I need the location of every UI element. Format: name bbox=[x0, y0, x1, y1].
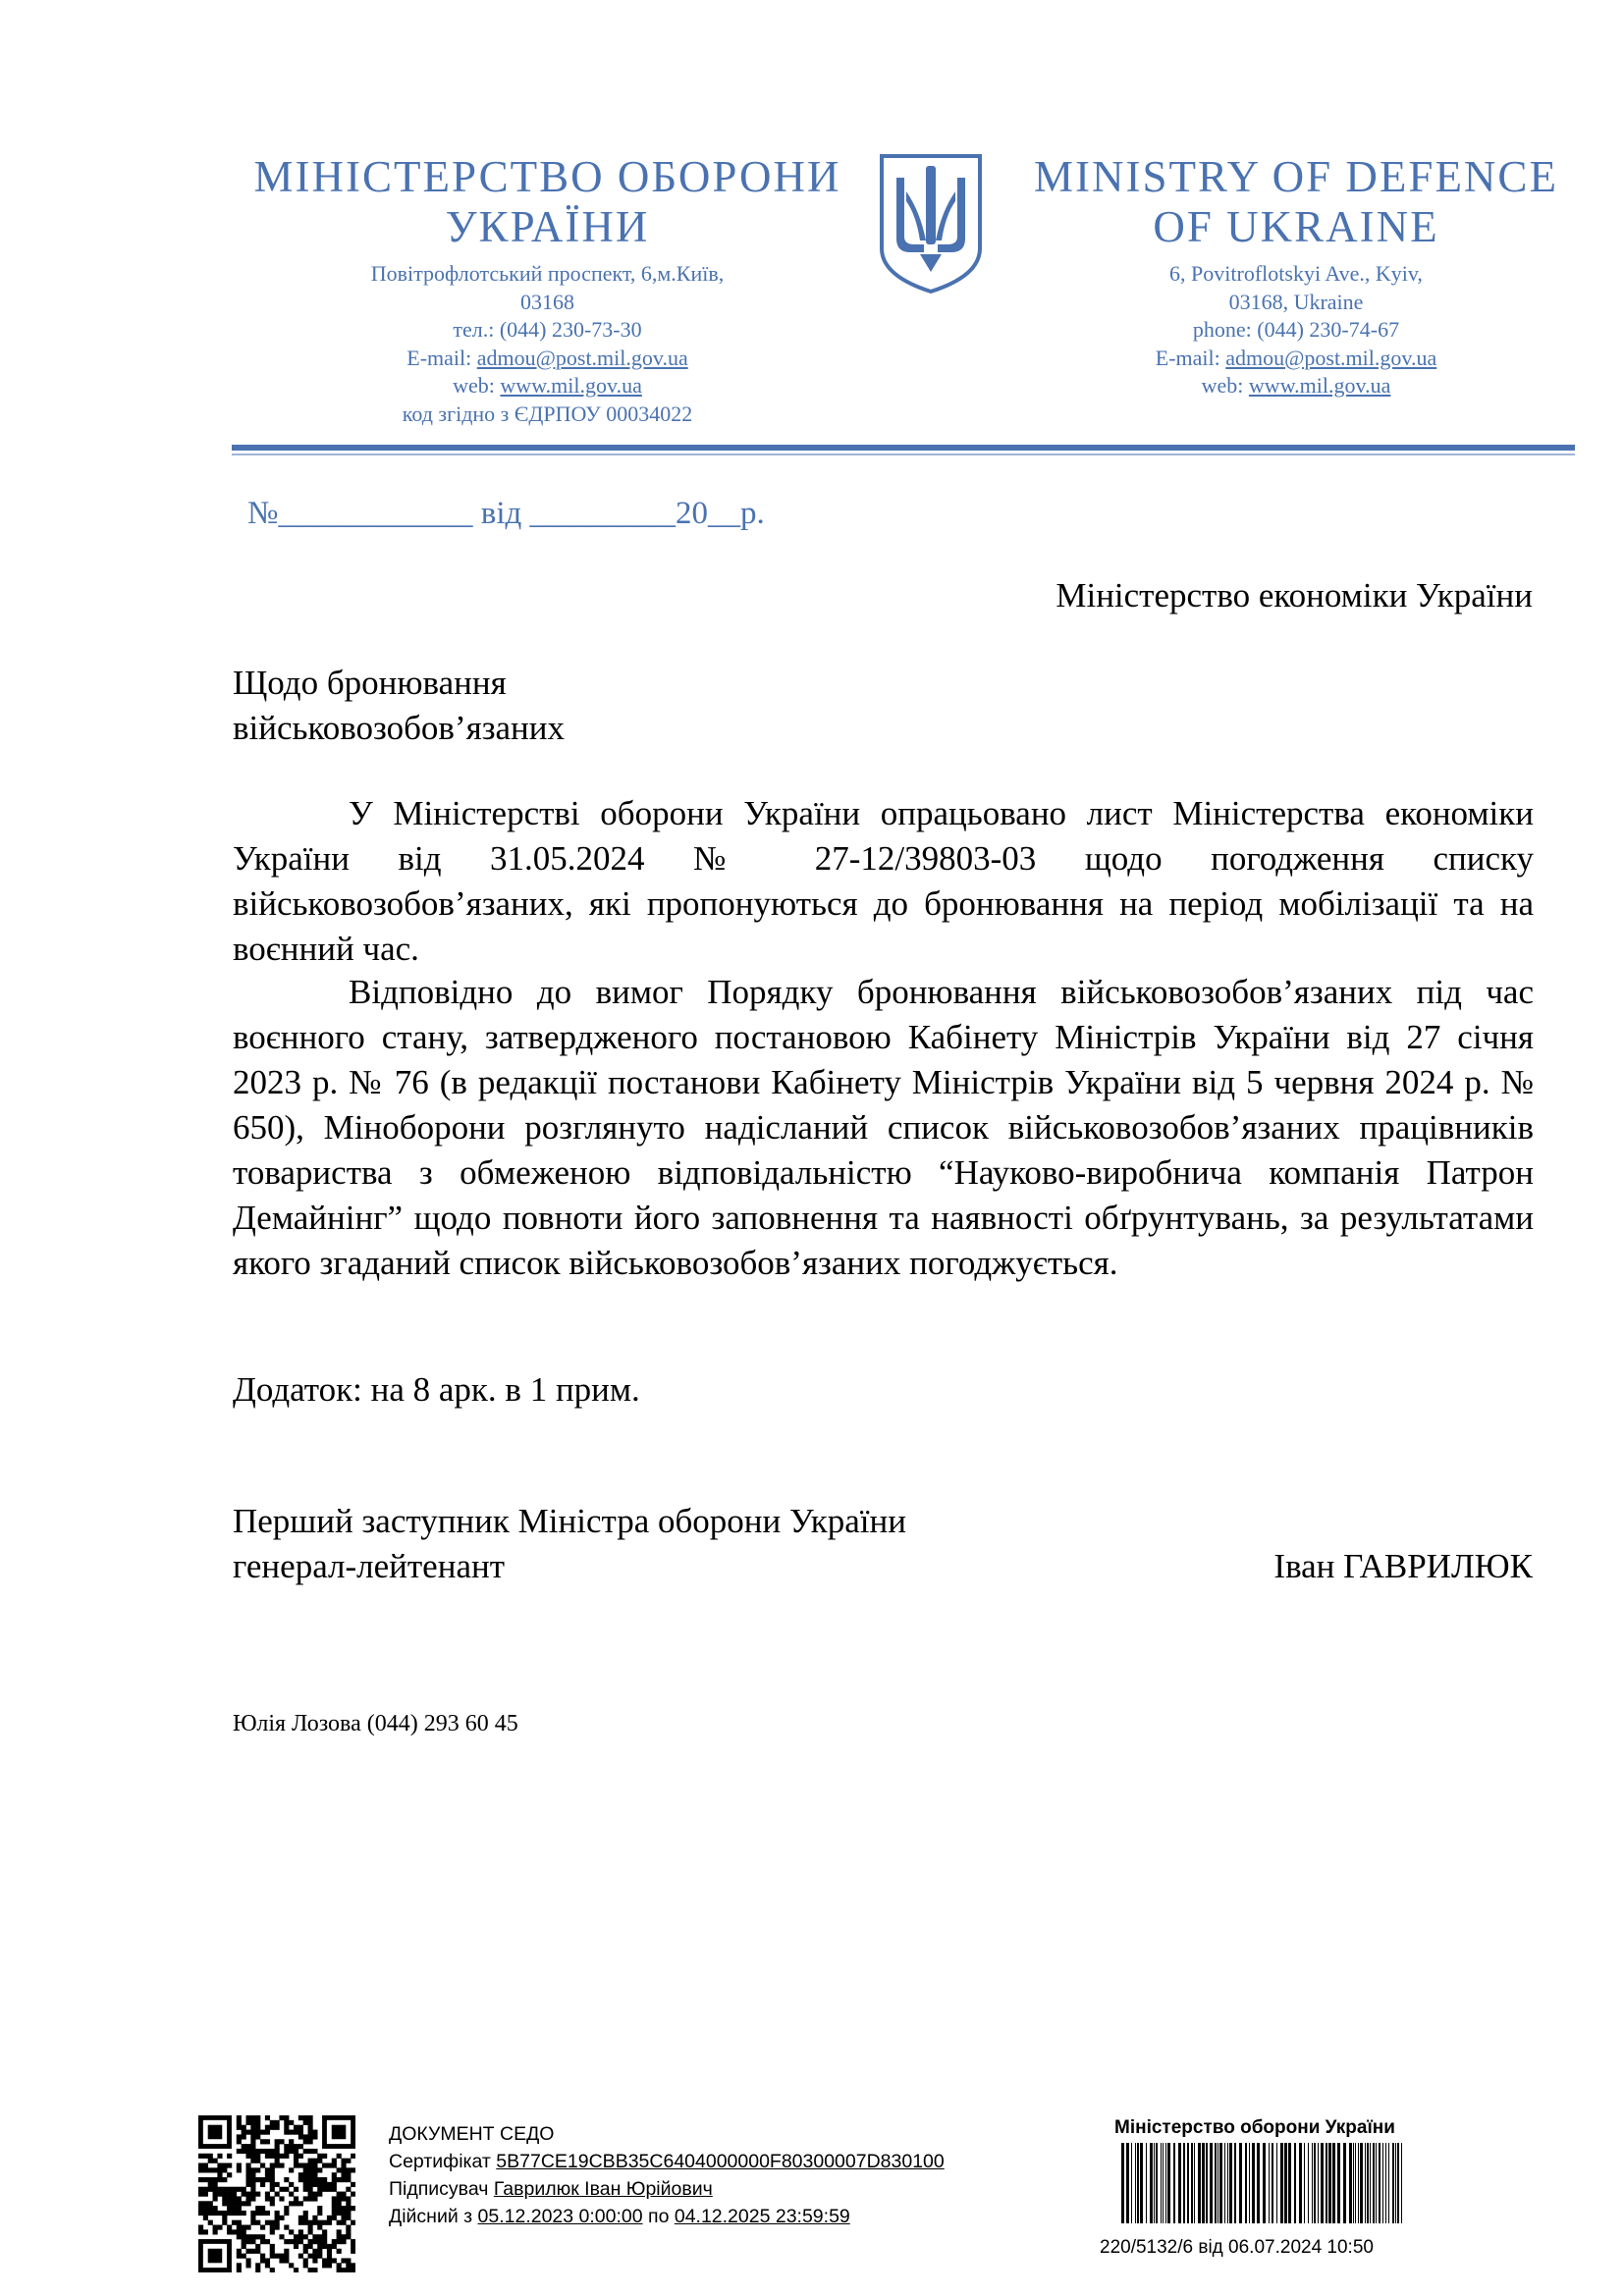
en-web-row: web: www.mil.gov.ua bbox=[1201, 373, 1391, 398]
sedo-block bbox=[389, 2120, 945, 2230]
ua-email-row: E-mail: admou@post.mil.gov.ua bbox=[406, 345, 688, 370]
signer-value: Гаврилюк Іван Юрійович bbox=[493, 2178, 713, 2200]
en-phone: phone: (044) 230-74-67 bbox=[1192, 317, 1400, 342]
certificate-value: 5B77CE19CBB35C6404000000F80300007D830100 bbox=[496, 2151, 945, 2172]
en-email-row: E-mail: admou@post.mil.gov.ua bbox=[1155, 345, 1437, 370]
sedo-title: ДОКУМЕНТ СЕДО bbox=[389, 2123, 555, 2145]
header-divider bbox=[232, 445, 1575, 451]
paragraph-2: Відповідно до вимог Порядку бронювання військовозобов’язаних під час воєнного стану, затвердженого постановою Кабінету Міністрів України від 27 січня 2023 р. № 76 (в редакції постанови Кабінету Міністрів України від 5 червня 2024 р. № 650), Міноборони розглянуто надісланий список військовозобов’язаних працівників товариства з обмеженою відповідальністю “Науково-виробнича компанія Патрон Демайнінг” щодо повноти його заповнення та наявності обґрунтувань, за результатами якого згаданий список військовозобов’язаних погоджується. bbox=[233, 973, 1534, 1282]
en-ministry-title-line2: OF UKRAINE bbox=[1153, 202, 1439, 251]
subject bbox=[233, 661, 565, 751]
en-header bbox=[1001, 152, 1591, 400]
ua-ministry-title-line1: МІНІСТЕРСТВО ОБОРОНИ bbox=[253, 152, 841, 201]
signatory-position-line2: генерал-лейтенант bbox=[233, 1547, 506, 1585]
en-address-line1: 6, Povitroflotskyi Ave., Kyiv, bbox=[1169, 261, 1423, 286]
trident-coat-of-arms-icon bbox=[877, 152, 985, 295]
ua-email-link[interactable]: admou@post.mil.gov.ua bbox=[476, 345, 688, 370]
subject-line1: Щодо бронювання bbox=[233, 664, 507, 702]
registration-line: №____________ від _________20__р. bbox=[247, 496, 765, 531]
addressee: Міністерство економіки України bbox=[1056, 576, 1533, 614]
header-divider-thin bbox=[232, 454, 1575, 455]
ua-web-link[interactable]: www.mil.gov.ua bbox=[500, 373, 642, 398]
valid-to: 04.12.2025 23:59:59 bbox=[674, 2206, 850, 2227]
en-email-link[interactable]: admou@post.mil.gov.ua bbox=[1225, 345, 1437, 370]
ua-ministry-title-line2: УКРАЇНИ bbox=[445, 202, 650, 251]
en-web-link[interactable]: www.mil.gov.ua bbox=[1248, 373, 1391, 398]
paragraph-1: У Міністерстві оборони України опрацьовано лист Міністерства економіки України від 31.05.2024 № 27-12/39803-03 щодо погодження списку військовозобов’язаних, які пропонуються до бронювання на період мобілізації та на воєнний час. bbox=[233, 794, 1534, 968]
en-ministry-title-line1: MINISTRY OF DEFENCE bbox=[1034, 152, 1558, 201]
signatory-name: Іван ГАВРИЛЮК bbox=[1273, 1547, 1533, 1585]
barcode-icon bbox=[1119, 2143, 1406, 2223]
barcode-org: Міністерство оборони України bbox=[1114, 2117, 1395, 2138]
validity-row: Дійсний з 05.12.2023 0:00:00 по 04.12.2025 23:59:59 bbox=[389, 2206, 850, 2227]
barcode-number: 220/5132/6 від 06.07.2024 10:50 bbox=[1100, 2237, 1374, 2258]
attachment-note: Додаток: на 8 арк. в 1 прим. bbox=[233, 1370, 640, 1409]
signer-row: Підписувач Гаврилюк Іван Юрійович bbox=[389, 2178, 713, 2200]
ua-edrpou: код згідно з ЄДРПОУ 00034022 bbox=[402, 400, 693, 426]
certificate-row: Сертифікат 5B77CE19CBB35C6404000000F80300007D830100 bbox=[389, 2151, 945, 2172]
ua-web-row: web: www.mil.gov.ua bbox=[453, 373, 642, 398]
ua-address-line1: Повітрофлотський проспект, 6,м.Київ, bbox=[370, 261, 725, 286]
ua-address-line2: 03168 bbox=[520, 289, 574, 314]
qr-code-icon bbox=[198, 2115, 355, 2272]
ua-header bbox=[241, 152, 854, 428]
valid-from: 05.12.2023 0:00:00 bbox=[477, 2206, 643, 2227]
signatory-position bbox=[233, 1499, 906, 1589]
signatory-position-line1: Перший заступник Міністра оборони України bbox=[233, 1502, 906, 1540]
ua-phone: тел.: (044) 230-73-30 bbox=[453, 317, 642, 342]
subject-line2: військовозобов’язаних bbox=[233, 709, 566, 747]
en-address-line2: 03168, Ukraine bbox=[1228, 289, 1364, 314]
executor-contact: Юлія Лозова (044) 293 60 45 bbox=[233, 1711, 518, 1736]
